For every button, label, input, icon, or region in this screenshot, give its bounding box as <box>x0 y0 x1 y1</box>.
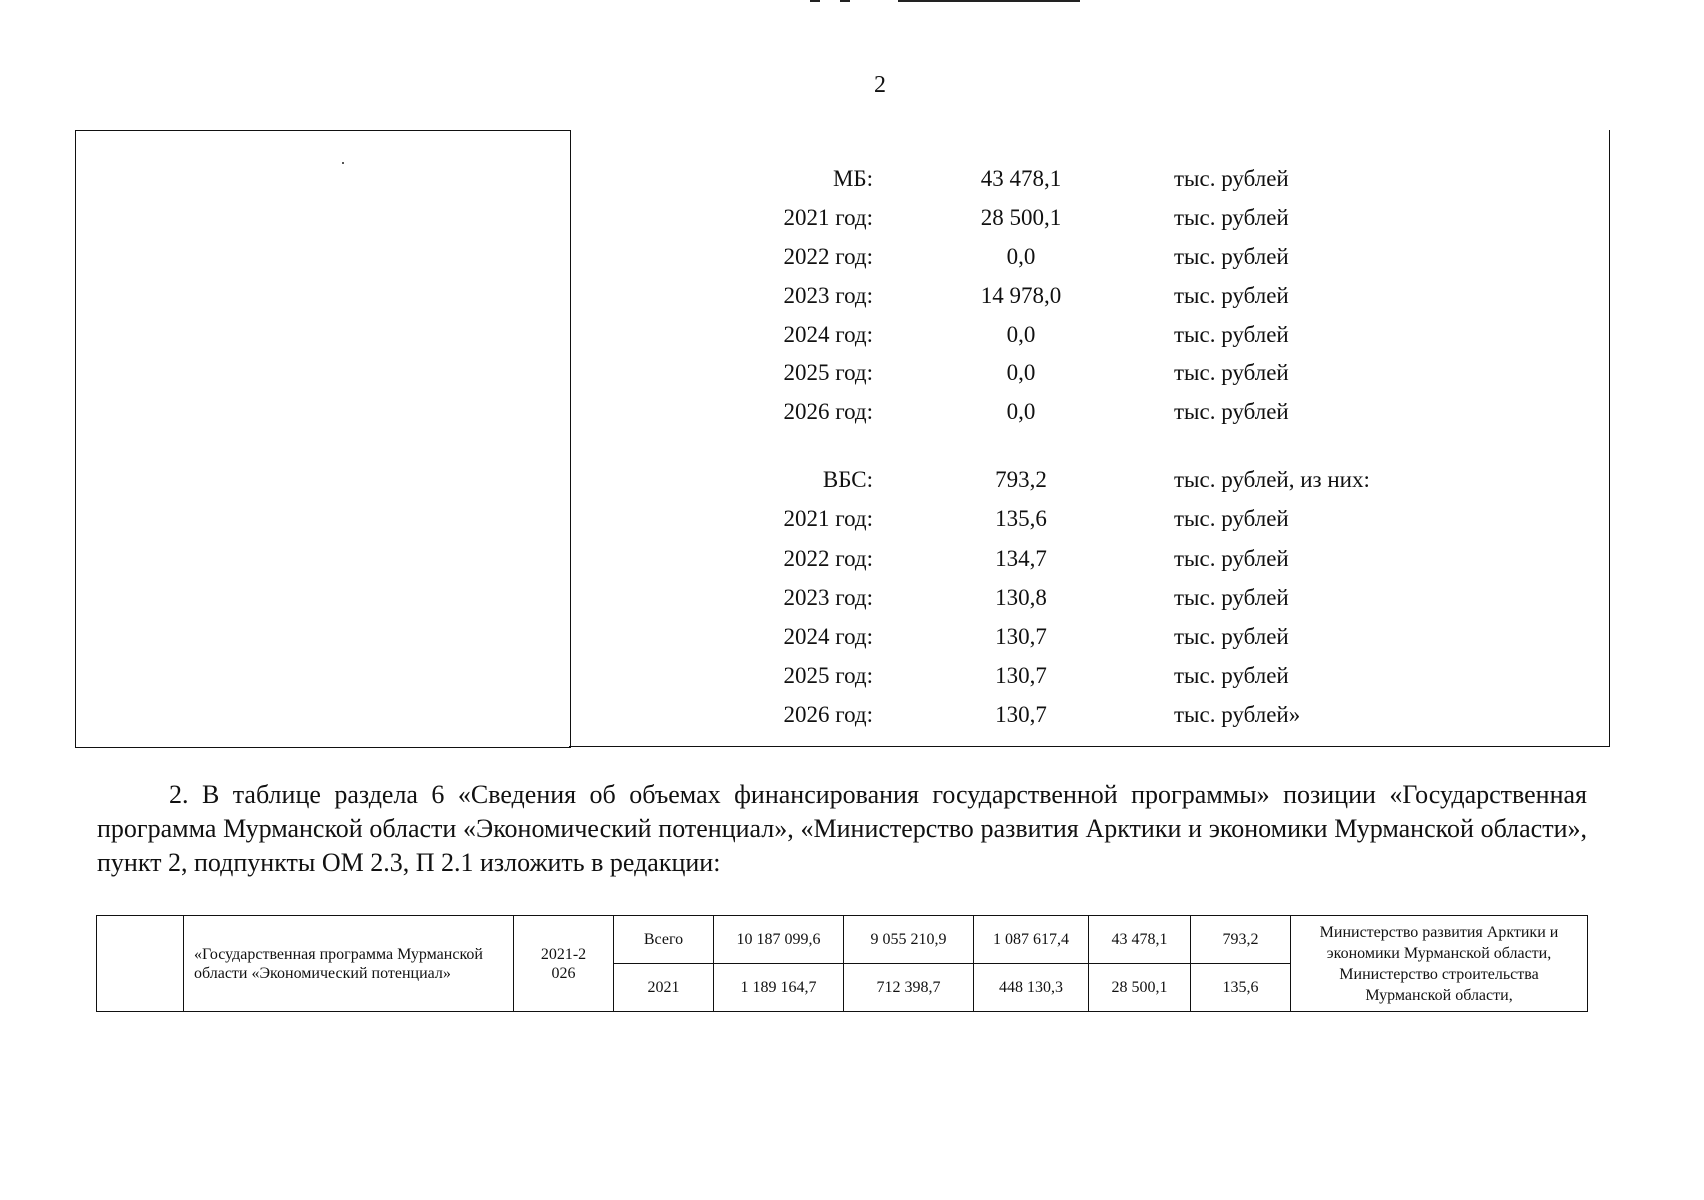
financing-row <box>569 659 1609 693</box>
amendment-paragraph: 2. В таблице раздела 6 «Сведения об объемах финансирования государственной программы» позиции «Государственная программа Мурманской области «Экономический потенциал», «Министерство развития Арктики и экономики Мурманской области», пункт 2, подпункты ОМ 2.3, П 2.1 изложить в редакции: <box>97 780 1587 877</box>
page-number: 2 <box>874 72 886 98</box>
financing-row-value: 14 978,0 <box>980 283 1062 308</box>
financing-row-value: 130,7 <box>995 663 1047 688</box>
financing-row-value: 130,7 <box>995 702 1047 727</box>
financing-row <box>569 581 1609 615</box>
financing-row-unit: тыс. рублей <box>1174 322 1289 347</box>
financing-row <box>569 620 1609 654</box>
financing-row <box>569 502 1609 536</box>
program-name-cell: «Государственная программа Мурманской области «Экономический потенциал» <box>184 916 514 1012</box>
financing-row <box>569 463 1609 497</box>
financing-row-value: 134,7 <box>995 546 1047 571</box>
financing-row-label: 2021 год: <box>783 506 873 531</box>
financing-row-label: МБ: <box>832 166 873 191</box>
financing-row-value: 130,8 <box>995 585 1047 610</box>
financing-row-value: 793,2 <box>995 467 1047 492</box>
period-text: 2021-2026 <box>540 945 587 982</box>
financing-row-value: 0,0 <box>1006 360 1036 385</box>
scan-edge-marks <box>810 0 1090 3</box>
vbs-cell: 135,6 <box>1191 964 1291 1012</box>
ob-cell: 712 398,7 <box>844 964 974 1012</box>
financing-row-label: 2022 год: <box>783 546 873 571</box>
financing-row-value: 28 500,1 <box>980 205 1062 230</box>
financing-row-unit: тыс. рублей <box>1174 399 1289 424</box>
item-number-cell <box>97 916 184 1012</box>
financing-row-value: 135,6 <box>995 506 1047 531</box>
financing-label-cell <box>75 130 571 748</box>
financing-row <box>569 279 1609 313</box>
financing-row-unit: тыс. рублей <box>1174 244 1289 269</box>
financing-row-unit: тыс. рублей <box>1174 360 1289 385</box>
total-cell: 1 189 164,7 <box>714 964 844 1012</box>
financing-row <box>569 240 1609 274</box>
executor-cell: Министерство развития Арктики и экономики Мурманской области, Министерство строительства Мурманской области, <box>1291 916 1588 1012</box>
financing-row-value: 0,0 <box>1006 399 1036 424</box>
financing-row-label: 2022 год: <box>783 244 873 269</box>
total-cell: 10 187 099,6 <box>714 916 844 964</box>
financing-values-cell <box>569 130 1610 747</box>
financing-row-unit: тыс. рублей <box>1174 283 1289 308</box>
financing-row <box>569 542 1609 576</box>
financing-row-label: 2021 год: <box>783 205 873 230</box>
financing-row-unit: тыс. рублей <box>1174 624 1289 649</box>
financing-row-unit: тыс. рублей, из них: <box>1174 467 1370 492</box>
financing-row-value: 0,0 <box>1006 322 1036 347</box>
fb-cell: 1 087 617,4 <box>974 916 1089 964</box>
financing-row-unit: тыс. рублей <box>1174 663 1289 688</box>
financing-row-value: 43 478,1 <box>980 166 1062 191</box>
fb-cell: 448 130,3 <box>974 964 1089 1012</box>
financing-row <box>569 395 1609 429</box>
financing-row <box>569 318 1609 352</box>
financing-row-unit: тыс. рублей» <box>1174 702 1301 727</box>
financing-row-unit: тыс. рублей <box>1174 506 1289 531</box>
financing-row-label: 2025 год: <box>783 360 873 385</box>
financing-row <box>569 356 1609 390</box>
financing-row <box>569 698 1609 732</box>
financing-row-label: 2026 год: <box>783 702 873 727</box>
financing-row-label: 2025 год: <box>783 663 873 688</box>
vbs-cell: 793,2 <box>1191 916 1291 964</box>
financing-row-label: 2023 год: <box>783 283 873 308</box>
financing-row-label: 2024 год: <box>783 624 873 649</box>
financing-row-label: 2024 год: <box>783 322 873 347</box>
financing-row-unit: тыс. рублей <box>1174 166 1289 191</box>
year-cell: 2021 <box>614 964 714 1012</box>
financing-row-label: ВБС: <box>822 467 873 492</box>
financing-row-value: 130,7 <box>995 624 1047 649</box>
financing-row-unit: тыс. рублей <box>1174 546 1289 571</box>
financing-row-unit: тыс. рублей <box>1174 205 1289 230</box>
year-cell: Всего <box>614 916 714 964</box>
financing-row <box>569 201 1609 235</box>
financing-row-label: 2023 год: <box>783 585 873 610</box>
mb-cell: 28 500,1 <box>1089 964 1191 1012</box>
mb-cell: 43 478,1 <box>1089 916 1191 964</box>
financing-row-value: 0,0 <box>1006 244 1036 269</box>
ob-cell: 9 055 210,9 <box>844 916 974 964</box>
financing-row-unit: тыс. рублей <box>1174 585 1289 610</box>
program-period-cell <box>514 916 614 1012</box>
financing-row <box>569 162 1609 196</box>
program-financing-table <box>96 915 1588 1012</box>
financing-table <box>75 130 1609 748</box>
financing-row-label: 2026 год: <box>783 399 873 424</box>
